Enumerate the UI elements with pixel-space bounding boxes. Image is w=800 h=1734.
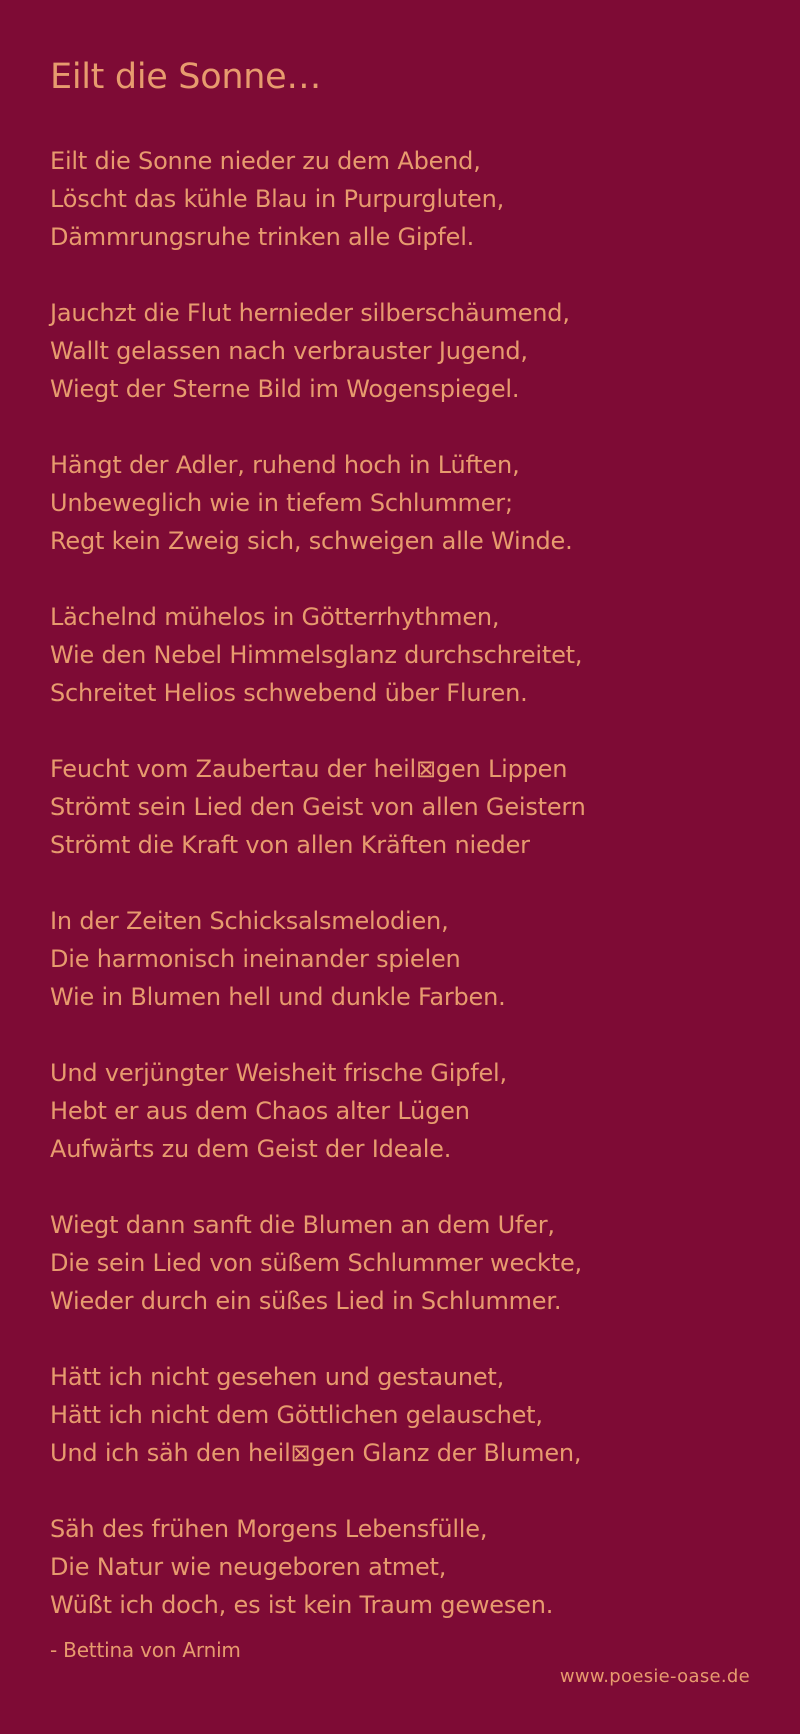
stanza — [50, 1206, 760, 1320]
poem-line: Säh des frühen Morgens Lebensfülle, — [50, 1515, 488, 1543]
poem-line: Die Natur wie neugeboren atmet, — [50, 1553, 447, 1581]
stanza — [50, 1510, 760, 1624]
poem-line: Wiegt der Sterne Bild im Wogenspiegel. — [50, 375, 520, 403]
poem-line: Jauchzt die Flut hernieder silberschäumend, — [50, 299, 570, 327]
poem-line: Eilt die Sonne nieder zu dem Abend, — [50, 147, 481, 175]
poem-line: Wie den Nebel Himmelsglanz durchschreitet, — [50, 641, 583, 669]
stanza — [50, 1358, 760, 1472]
poem-title: Eilt die Sonne… — [50, 57, 322, 97]
poem-line: Und ich säh den heil⊠gen Glanz der Blumen, — [50, 1439, 582, 1467]
stanza — [50, 446, 760, 560]
poem-line: Lächelnd mühelos in Götterrhythmen, — [50, 603, 500, 631]
poem-line: Strömt die Kraft von allen Kräften nieder — [50, 831, 530, 859]
stanza — [50, 294, 760, 408]
poem-line: Strömt sein Lied den Geist von allen Geistern — [50, 793, 586, 821]
poem-line: Hätt ich nicht dem Göttlichen gelauschet, — [50, 1401, 543, 1429]
stanza — [50, 142, 760, 256]
poem-body — [50, 142, 760, 1624]
poem-line: Regt kein Zweig sich, schweigen alle Winde. — [50, 527, 573, 555]
poem-line: Unbeweglich wie in tiefem Schlummer; — [50, 489, 513, 517]
poem-card — [50, 52, 760, 1668]
poem-line: Die sein Lied von süßem Schlummer weckte, — [50, 1249, 582, 1277]
poem-line: In der Zeiten Schicksalsmelodien, — [50, 907, 449, 935]
stanza — [50, 750, 760, 864]
poem-line: Wallt gelassen nach verbrauster Jugend, — [50, 337, 528, 365]
stanza — [50, 902, 760, 1016]
stanza — [50, 1054, 760, 1168]
poem-line: Und verjüngter Weisheit frische Gipfel, — [50, 1059, 507, 1087]
poem-line: Hätt ich nicht gesehen und gestaunet, — [50, 1363, 505, 1391]
poem-line: Wieder durch ein süßes Lied in Schlummer. — [50, 1287, 562, 1315]
poem-line: Wiegt dann sanft die Blumen an dem Ufer, — [50, 1211, 555, 1239]
poem-line: Wie in Blumen hell und dunkle Farben. — [50, 983, 506, 1011]
poem-line: Hebt er aus dem Chaos alter Lügen — [50, 1097, 470, 1125]
poem-line: Aufwärts zu dem Geist der Ideale. — [50, 1135, 452, 1163]
poem-line: Wüßt ich doch, es ist kein Traum gewesen. — [50, 1591, 554, 1619]
poem-author: - Bettina von Arnim — [50, 1638, 241, 1662]
poem-line: Die harmonisch ineinander spielen — [50, 945, 461, 973]
stanza — [50, 598, 760, 712]
website-link[interactable]: www.poesie-oase.de — [559, 1666, 750, 1687]
poem-line: Hängt der Adler, ruhend hoch in Lüften, — [50, 451, 520, 479]
poem-line: Löscht das kühle Blau in Purpurgluten, — [50, 185, 505, 213]
poem-line: Dämmrungsruhe trinken alle Gipfel. — [50, 223, 475, 251]
poem-line: Schreitet Helios schwebend über Fluren. — [50, 679, 528, 707]
poem-line: Feucht vom Zaubertau der heil⊠gen Lippen — [50, 755, 568, 783]
